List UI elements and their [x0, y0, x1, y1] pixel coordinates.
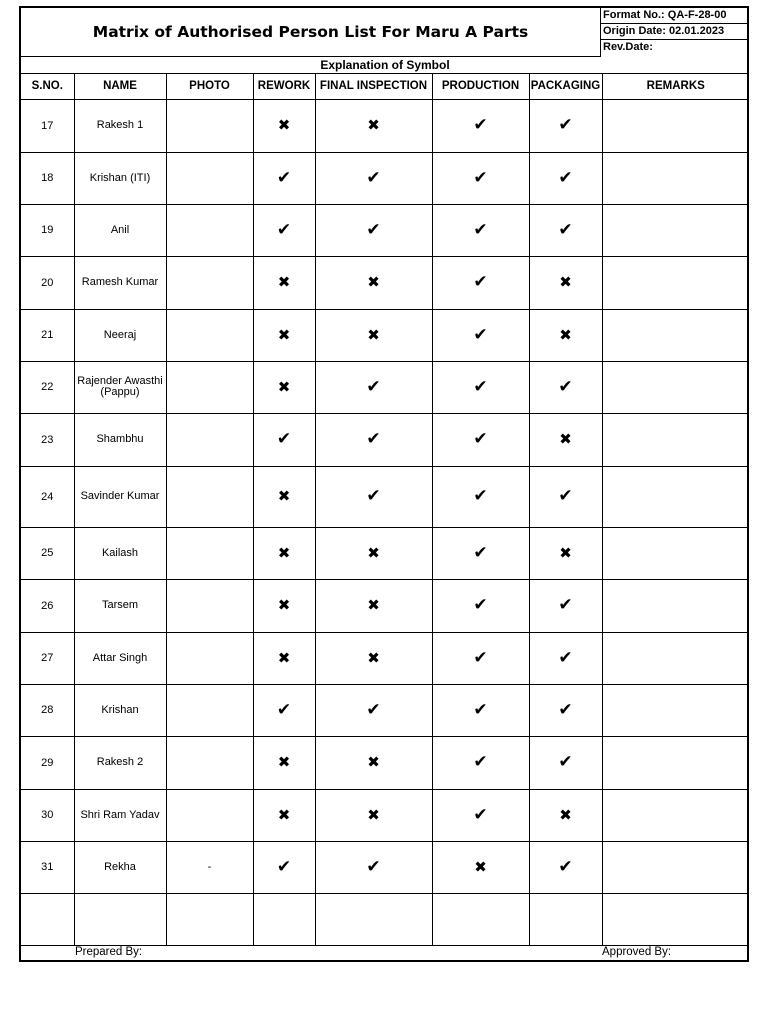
document-sheet — [19, 6, 749, 962]
photo-cell — [166, 413, 253, 466]
final-inspection-cell — [315, 466, 432, 527]
rework-cell — [253, 466, 315, 527]
packaging-cell — [529, 99, 602, 152]
production-cell — [432, 841, 529, 893]
table-row — [21, 736, 749, 789]
approved-by-label: Approved By: — [602, 946, 672, 958]
cross-mark-icon: ✖ — [367, 325, 380, 344]
check-mark-icon: ✔ — [366, 486, 381, 506]
check-mark-icon: ✔ — [473, 752, 488, 772]
production-cell — [432, 527, 529, 579]
final-inspection-cell — [315, 361, 432, 413]
name-cell: Shambhu — [74, 413, 166, 466]
cross-mark-icon: ✖ — [277, 805, 291, 824]
check-mark-icon: ✔ — [366, 699, 381, 720]
table-row — [21, 632, 749, 684]
check-mark-icon: ✔ — [473, 272, 488, 292]
photo-cell — [166, 527, 253, 579]
remarks-cell — [602, 736, 749, 789]
cross-mark-icon: ✖ — [367, 116, 380, 134]
document-title: Matrix of Authorised Person List For Maru A Parts — [92, 23, 529, 41]
serial-number-cell: 23 — [21, 413, 74, 466]
serial-number-cell: 27 — [21, 632, 74, 684]
format-number: Format No.: QA-F-28-00 — [601, 8, 749, 24]
rework-cell — [253, 684, 315, 736]
remarks-cell — [602, 99, 749, 152]
packaging-cell — [529, 309, 602, 361]
serial-number-cell: 31 — [21, 841, 74, 893]
production-cell — [432, 413, 529, 466]
name-cell: Rekha — [74, 841, 166, 893]
packaging-cell — [529, 841, 602, 893]
check-mark-icon: ✔ — [276, 856, 292, 877]
cross-mark-icon: ✖ — [277, 273, 291, 291]
packaging-cell — [529, 466, 602, 527]
production-cell — [432, 579, 529, 632]
check-mark-icon: ✔ — [276, 699, 292, 720]
remarks-cell — [602, 527, 749, 579]
table-body — [21, 99, 749, 945]
table-row — [21, 527, 749, 579]
production-cell — [432, 361, 529, 413]
production-cell — [432, 152, 529, 204]
rework-cell — [253, 413, 315, 466]
rework-cell — [253, 527, 315, 579]
packaging-cell — [529, 893, 602, 945]
check-mark-icon: ✔ — [558, 699, 573, 720]
check-mark-icon: ✔ — [473, 376, 488, 397]
rework-cell — [253, 789, 315, 841]
packaging-cell — [529, 361, 602, 413]
name-cell: Rakesh 2 — [74, 736, 166, 789]
photo-cell — [166, 99, 253, 152]
final-inspection-cell — [315, 789, 432, 841]
photo-cell — [166, 256, 253, 309]
table-row — [21, 841, 749, 893]
table-header-row — [21, 74, 749, 99]
rework-cell — [253, 256, 315, 309]
table-row — [21, 204, 749, 256]
serial-number-cell: 20 — [21, 256, 74, 309]
photo-cell — [166, 684, 253, 736]
cross-mark-icon: ✖ — [367, 543, 380, 562]
prepared-by-label: Prepared By: — [75, 946, 143, 958]
name-cell: Savinder Kumar — [74, 466, 166, 527]
check-mark-icon: ✔ — [473, 699, 488, 720]
check-mark-icon: ✔ — [366, 856, 381, 877]
final-inspection-cell — [315, 204, 432, 256]
photo-cell — [166, 204, 253, 256]
serial-number-cell: 22 — [21, 361, 74, 413]
cross-mark-icon: ✖ — [367, 648, 380, 667]
serial-number-cell: 18 — [21, 152, 74, 204]
column-header-name: NAME — [74, 74, 166, 99]
serial-number-cell: 28 — [21, 684, 74, 736]
origin-date: Origin Date: 02.01.2023 — [601, 24, 749, 40]
check-mark-icon: ✔ — [558, 376, 573, 397]
name-cell — [74, 893, 166, 945]
serial-number-cell: 29 — [21, 736, 74, 789]
production-cell — [432, 789, 529, 841]
cross-mark-icon: ✖ — [277, 648, 291, 667]
cross-mark-icon: ✖ — [474, 857, 487, 876]
photo-cell — [166, 632, 253, 684]
serial-number-cell: 25 — [21, 527, 74, 579]
cross-mark-icon: ✖ — [559, 543, 572, 562]
check-mark-icon: ✔ — [558, 219, 573, 240]
column-header-photo: PHOTO — [166, 74, 253, 99]
check-mark-icon: ✔ — [473, 542, 488, 563]
production-cell — [432, 736, 529, 789]
production-cell — [432, 684, 529, 736]
table-row — [21, 893, 749, 945]
rework-cell — [253, 361, 315, 413]
name-cell: Anil — [74, 204, 166, 256]
packaging-cell — [529, 736, 602, 789]
remarks-cell — [602, 152, 749, 204]
cross-mark-icon: ✖ — [277, 753, 291, 771]
photo-cell: - — [166, 841, 253, 893]
table-row — [21, 152, 749, 204]
rework-cell — [253, 152, 315, 204]
remarks-cell — [602, 841, 749, 893]
name-cell: Neeraj — [74, 309, 166, 361]
rework-cell — [253, 841, 315, 893]
photo-cell — [166, 579, 253, 632]
cross-mark-icon: ✖ — [367, 596, 380, 614]
check-mark-icon: ✔ — [366, 376, 381, 397]
check-mark-icon: ✔ — [558, 595, 573, 615]
packaging-cell — [529, 256, 602, 309]
remarks-cell — [602, 789, 749, 841]
check-mark-icon: ✔ — [366, 167, 381, 188]
final-inspection-cell — [315, 527, 432, 579]
check-mark-icon: ✔ — [366, 429, 381, 449]
column-header-packaging: PACKAGING — [529, 74, 602, 99]
table-row — [21, 361, 749, 413]
cross-mark-icon: ✖ — [559, 430, 572, 448]
final-inspection-cell — [315, 632, 432, 684]
remarks-cell — [602, 579, 749, 632]
column-header-rework: REWORK — [253, 74, 315, 99]
check-mark-icon: ✔ — [558, 647, 573, 668]
final-inspection-cell — [315, 841, 432, 893]
check-mark-icon: ✔ — [473, 595, 488, 615]
check-mark-icon: ✔ — [276, 167, 292, 188]
remarks-cell — [602, 684, 749, 736]
serial-number-cell: 17 — [21, 99, 74, 152]
remarks-cell — [602, 204, 749, 256]
signature-footer — [21, 945, 749, 960]
packaging-cell — [529, 204, 602, 256]
rework-cell — [253, 99, 315, 152]
cross-mark-icon: ✖ — [367, 805, 380, 824]
table-row — [21, 789, 749, 841]
check-mark-icon: ✔ — [473, 647, 488, 668]
cross-mark-icon: ✖ — [277, 487, 291, 505]
check-mark-icon: ✔ — [558, 752, 573, 772]
table-row — [21, 413, 749, 466]
name-cell: Attar Singh — [74, 632, 166, 684]
column-header-sno: S.NO. — [21, 74, 74, 99]
packaging-cell — [529, 684, 602, 736]
rework-cell — [253, 309, 315, 361]
table-row — [21, 579, 749, 632]
check-mark-icon: ✔ — [473, 324, 488, 345]
production-cell — [432, 466, 529, 527]
rework-cell — [253, 579, 315, 632]
check-mark-icon: ✔ — [473, 115, 488, 135]
production-cell — [432, 893, 529, 945]
cross-mark-icon: ✖ — [559, 325, 572, 344]
remarks-cell — [602, 309, 749, 361]
check-mark-icon: ✔ — [558, 486, 573, 506]
final-inspection-cell — [315, 684, 432, 736]
remarks-cell — [602, 256, 749, 309]
table-row — [21, 466, 749, 527]
name-cell: Ramesh Kumar — [74, 256, 166, 309]
cross-mark-icon: ✖ — [367, 273, 380, 291]
photo-cell — [166, 466, 253, 527]
authorised-person-matrix — [21, 74, 749, 946]
check-mark-icon: ✔ — [473, 429, 488, 449]
cross-mark-icon: ✖ — [559, 805, 572, 824]
cross-mark-icon: ✖ — [277, 116, 291, 134]
production-cell — [432, 256, 529, 309]
serial-number-cell: 19 — [21, 204, 74, 256]
symbol-explanation-heading: Explanation of Symbol — [21, 57, 749, 74]
remarks-cell — [602, 466, 749, 527]
rework-cell — [253, 632, 315, 684]
production-cell — [432, 204, 529, 256]
document-meta — [601, 8, 749, 57]
table-row — [21, 256, 749, 309]
final-inspection-cell — [315, 736, 432, 789]
final-inspection-cell — [315, 413, 432, 466]
name-cell: Krishan (ITI) — [74, 152, 166, 204]
rework-cell — [253, 204, 315, 256]
title-block — [21, 8, 601, 57]
serial-number-cell: 30 — [21, 789, 74, 841]
cross-mark-icon: ✖ — [277, 377, 291, 396]
photo-cell — [166, 736, 253, 789]
name-cell: Rajender Awasthi (Pappu) — [74, 361, 166, 413]
remarks-cell — [602, 413, 749, 466]
check-mark-icon: ✔ — [558, 167, 573, 188]
photo-cell — [166, 361, 253, 413]
final-inspection-cell — [315, 99, 432, 152]
final-inspection-cell — [315, 309, 432, 361]
cross-mark-icon: ✖ — [277, 325, 291, 344]
table-row — [21, 99, 749, 152]
revision-date: Rev.Date: — [603, 41, 653, 53]
photo-cell — [166, 789, 253, 841]
serial-number-cell: 21 — [21, 309, 74, 361]
table-row — [21, 309, 749, 361]
check-mark-icon: ✔ — [473, 219, 488, 240]
serial-number-cell — [21, 893, 74, 945]
photo-cell — [166, 893, 253, 945]
remarks-cell — [602, 361, 749, 413]
packaging-cell — [529, 152, 602, 204]
serial-number-cell: 24 — [21, 466, 74, 527]
production-cell — [432, 309, 529, 361]
check-mark-icon: ✔ — [558, 115, 573, 135]
table-row — [21, 684, 749, 736]
name-cell: Shri Ram Yadav — [74, 789, 166, 841]
check-mark-icon: ✔ — [276, 429, 292, 449]
column-header-production: PRODUCTION — [432, 74, 529, 99]
final-inspection-cell — [315, 256, 432, 309]
packaging-cell — [529, 413, 602, 466]
remarks-cell — [602, 632, 749, 684]
name-cell: Kailash — [74, 527, 166, 579]
packaging-cell — [529, 789, 602, 841]
serial-number-cell: 26 — [21, 579, 74, 632]
cross-mark-icon: ✖ — [559, 273, 572, 291]
rework-cell — [253, 893, 315, 945]
production-cell — [432, 99, 529, 152]
name-cell: Tarsem — [74, 579, 166, 632]
cross-mark-icon: ✖ — [277, 543, 291, 562]
final-inspection-cell — [315, 152, 432, 204]
check-mark-icon: ✔ — [558, 856, 573, 877]
name-cell: Rakesh 1 — [74, 99, 166, 152]
final-inspection-cell — [315, 893, 432, 945]
check-mark-icon: ✔ — [473, 167, 488, 188]
column-header-remarks: REMARKS — [602, 74, 749, 99]
rework-cell — [253, 736, 315, 789]
remarks-cell — [602, 893, 749, 945]
cross-mark-icon: ✖ — [367, 753, 380, 771]
photo-cell — [166, 152, 253, 204]
packaging-cell — [529, 579, 602, 632]
cross-mark-icon: ✖ — [277, 596, 291, 614]
production-cell — [432, 632, 529, 684]
check-mark-icon: ✔ — [473, 486, 488, 506]
check-mark-icon: ✔ — [276, 219, 292, 240]
name-cell: Krishan — [74, 684, 166, 736]
check-mark-icon: ✔ — [473, 804, 488, 825]
final-inspection-cell — [315, 579, 432, 632]
packaging-cell — [529, 527, 602, 579]
column-header-final-inspection: FINAL INSPECTION — [315, 74, 432, 99]
packaging-cell — [529, 632, 602, 684]
photo-cell — [166, 309, 253, 361]
check-mark-icon: ✔ — [366, 219, 381, 240]
